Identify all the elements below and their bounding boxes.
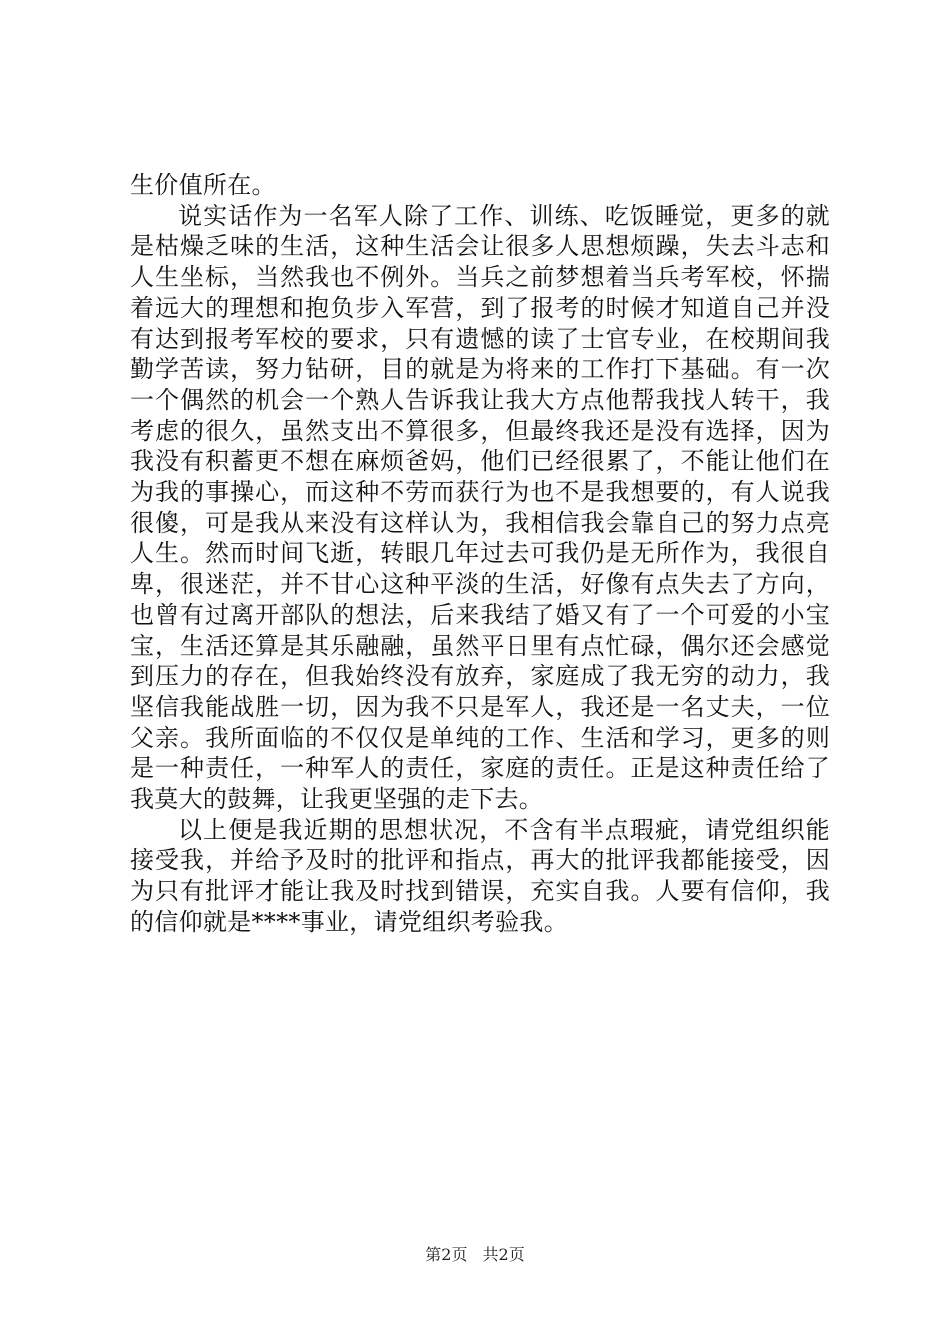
paragraph-closing: 以上便是我近期的思想状况，不含有半点瑕疵，请党组织能接受我，并给予及时的批评和指点，再大的批评我都能接受，因为只有批评才能让我及时找到错误，充实自我。人要有信仰，我的信仰就是****事业，请党组织考验我。 — [130, 815, 830, 936]
page-number-current: 第2页 — [425, 1245, 468, 1264]
page-number-total: 共2页 — [482, 1245, 525, 1264]
page-footer — [0, 1242, 950, 1265]
paragraph-continuation: 生价值所在。 — [130, 171, 276, 199]
paragraph-main: 说实话作为一名军人除了工作、训练、吃饭睡觉，更多的就是枯燥乏味的生活，这种生活会让很多人思想烦躁，失去斗志和人生坐标，当然我也不例外。当兵之前梦想着当兵考军校，怀揣着远大的理想和抱负步入军营，到了报考的时候才知道自己并没有达到报考军校的要求，只有遗憾的读了士官专业，在校期间我勤学苦读，努力钻研，目的就是为将来的工作打下基础。有一次一个偶然的机会一个熟人告诉我让我大方点他帮我找人转干，我考虑的很久，虽然支出不算很多，但最终我还是没有选择，因为我没有积蓄更不想在麻烦爸妈，他们已经很累了，不能让他们在为我的事操心，而这种不劳而获行为也不是我想要的，有人说我很傻，可是我从来没有这样认为，我相信我会靠自己的努力点亮人生。然而时间飞逝，转眼几年过去可我仍是无所作为，我很自卑，很迷茫，并不甘心这种平淡的生活，好像有点失去了方向，也曾有过离开部队的想法，后来我结了婚又有了一个可爱的小宝宝，生活还算是其乐融融，虽然平日里有点忙碌，偶尔还会感觉到压力的存在，但我始终没有放弃，家庭成了我无穷的动力，我坚信我能战胜一切，因为我不只是军人，我还是一名丈夫，一位父亲。我所面临的不仅仅是单纯的工作、生活和学习，更多的则是一种责任，一种军人的责任，家庭的责任。正是这种责任给了我莫大的鼓舞，让我更坚强的走下去。 — [130, 201, 830, 814]
document-body — [130, 170, 830, 938]
